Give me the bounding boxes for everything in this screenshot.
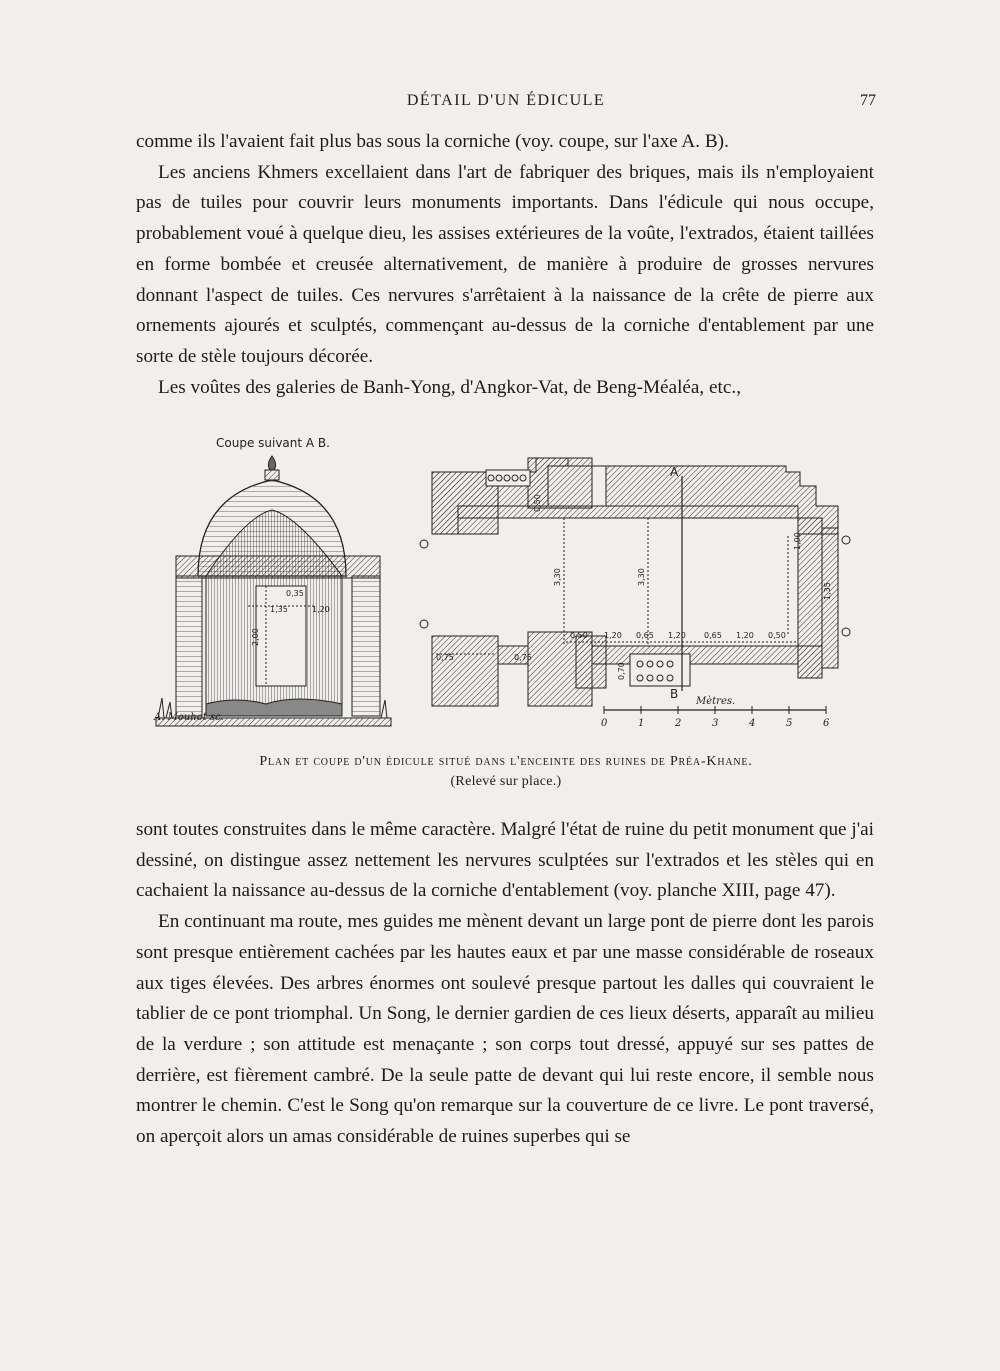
figure-plan-and-section: [136, 436, 876, 796]
axis-marker-a: A: [670, 465, 679, 479]
dim-label: 1,35: [270, 605, 288, 614]
scale-tick-label: 3: [712, 718, 719, 729]
paragraph: Les voûtes des galeries de Banh-Yong, d'Angkor-Vat, de Beng-Méaléa, etc.,: [158, 376, 741, 398]
dim-label: 1,20: [312, 605, 330, 614]
caption-subtitle: (Relevé sur place.): [450, 774, 562, 789]
dim-label: 1,20: [604, 631, 622, 640]
dim-label: 1,00: [793, 532, 802, 550]
dim-label: 0,50: [533, 494, 542, 512]
scale-tick-label: 1: [638, 718, 645, 729]
dim-label: 0,65: [704, 631, 722, 640]
dim-label: 1,35: [823, 582, 832, 600]
plan-drawing: [420, 458, 850, 706]
paragraph: Les anciens Khmers excellaient dans l'art de fabriquer des briques, mais ils n'employaient pas de tuiles pour couvrir leurs monuments importants. Dans l'édicule qui nous occupe, probablement voué à quelque dieu, les assises extérieures de la voûte, l'extrados, étaient taillées en forme bombée et creusée alternativement, de manière à produire de grosses nervures donnant l'aspect de tuiles. Ces nervures s'arrêtaient à la naissance de la crête de pierre aux ornements ajourés et sculptés, commençant au-dessus de la corniche d'entablement par une sorte de stèle toujours décorée.: [136, 161, 874, 367]
dim-label: 2,00: [251, 628, 260, 646]
dim-label: 0,65: [636, 631, 654, 640]
architectural-drawing: [136, 436, 876, 736]
dim-label: 1,20: [668, 631, 686, 640]
dim-label: 3,30: [553, 568, 562, 586]
dim-label: 0,35: [286, 589, 304, 598]
paragraph: En continuant ma route, mes guides me mènent devant un large pont de pierre dont les parois sont presque entièrement cachées par les hautes eaux et par une masse considérable de roseaux aux tiges élevées. Des arbres énormes ont soulevé presque partout les dalles qui couvraient le tablier de ce pont triomphal. Un Song, le dernier gardien de ces lieux déserts, apparaît au milieu de la verdure ; son attitude est menaçante ; son corps tout dressé, appuyé sur ses pattes de derrière, est fièrement cambré. De la seule patte de devant qui lui reste encore, il semble nous montrer le chemin. C'est le Song qu'on remarque sur la couverture de ce livre. Le pont traversé, on aperçoit alors un amas considérable de ruines superbes qui se: [136, 911, 874, 1148]
dim-label: 0,70: [617, 662, 626, 680]
body-text-top: [136, 127, 874, 403]
section-drawing: [156, 456, 391, 726]
dim-label: 0,50: [570, 631, 588, 640]
dim-label: 0,75: [514, 653, 532, 662]
scale-tick-label: 2: [675, 718, 682, 729]
scale-tick-label: 5: [786, 718, 793, 729]
scale-tick-label: 4: [749, 718, 756, 729]
figure-caption: [136, 752, 876, 792]
running-title: DÉTAIL D'UN ÉDICULE: [406, 92, 606, 109]
dim-label: 3,30: [637, 568, 646, 586]
paragraph: sont toutes construites dans le même caractère. Malgré l'état de ruine du petit monument que j'ai dessiné, on distingue assez nettement les nervures sculptées sur l'extrados et les stèles qui en cachaient la naissance au-dessus de la corniche d'entablement (voy. planche XIII, page 47).: [136, 819, 874, 902]
engraver-signature: A. Mouhot sc.: [154, 712, 224, 723]
dim-label: 0,50: [768, 631, 786, 640]
page-number: 77: [860, 92, 876, 109]
body-text-bottom: [136, 815, 874, 1153]
scale-tick-label: 6: [823, 718, 830, 729]
dim-label: 0,75: [436, 653, 454, 662]
scale-unit-label: Mètres.: [696, 696, 736, 707]
axis-marker-b: B: [670, 687, 679, 701]
paragraph: comme ils l'avaient fait plus bas sous la corniche (voy. coupe, sur l'axe A. B).: [136, 131, 729, 152]
section-label: Coupe suivant A B.: [216, 436, 330, 450]
scale-bar: [601, 696, 830, 729]
caption-title: Plan et coupe d'un édicule situé dans l'enceinte des ruines de Préa-Khane.: [259, 754, 753, 769]
page-header: [136, 92, 876, 116]
scale-tick-label: 0: [601, 718, 608, 729]
dim-label: 1,20: [736, 631, 754, 640]
